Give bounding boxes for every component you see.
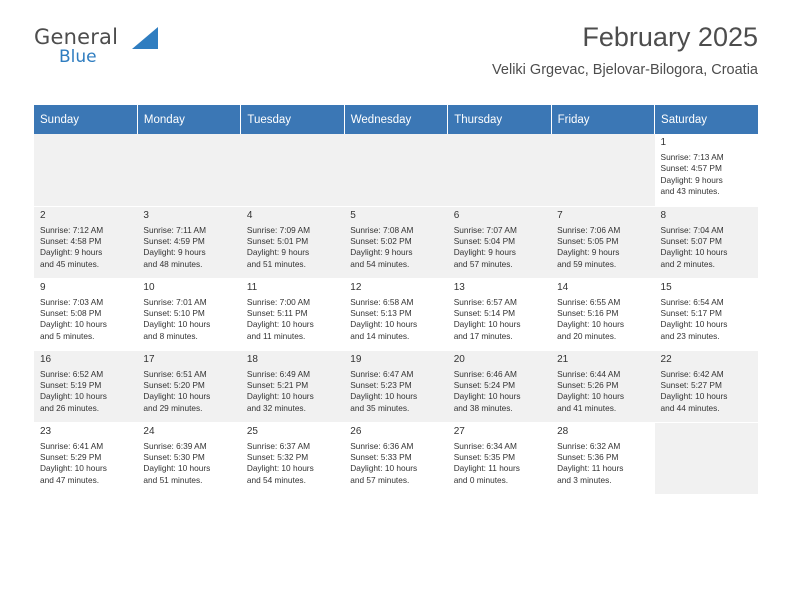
day-detail-line: Daylight: 10 hours: [453, 391, 521, 402]
calendar-day-cell: [344, 422, 447, 494]
calendar-day-cell: [241, 206, 344, 278]
calendar-cell-empty: [34, 134, 137, 206]
calendar-day-cell: [655, 278, 758, 350]
day-detail-line: Daylight: 9 hours: [350, 247, 413, 258]
calendar-table: [34, 105, 758, 495]
day-number: 16: [40, 353, 52, 365]
page-title: February 2025: [582, 22, 758, 52]
day-details: [557, 225, 649, 271]
day-detail-line: and 41 minutes.: [557, 402, 617, 413]
day-details: [557, 369, 649, 415]
day-detail-line: Daylight: 10 hours: [350, 463, 418, 474]
calendar-day-cell: [241, 350, 344, 422]
day-detail-line: Sunrise: 6:47 AM: [350, 368, 414, 379]
day-detail-line: Sunrise: 7:08 AM: [350, 224, 414, 235]
calendar-day-cell: [551, 278, 654, 350]
day-detail-line: Sunrise: 7:12 AM: [40, 224, 104, 235]
day-detail-line: Sunrise: 6:36 AM: [350, 440, 414, 451]
day-detail-line: and 26 minutes.: [40, 402, 100, 413]
day-detail-line: Daylight: 10 hours: [557, 319, 624, 330]
day-details: [143, 369, 235, 415]
logo-triangle-icon: [132, 27, 158, 49]
day-number: 3: [143, 209, 149, 221]
calendar-week-row: [34, 134, 758, 206]
day-details: [557, 441, 649, 487]
day-detail-line: Sunset: 5:30 PM: [143, 451, 205, 462]
day-number: 12: [350, 281, 362, 293]
calendar-day-cell: [137, 278, 240, 350]
logo-text-general: General: [34, 25, 119, 49]
day-details: [247, 225, 339, 271]
day-detail-line: Daylight: 10 hours: [143, 391, 211, 402]
day-detail-line: and 38 minutes.: [453, 402, 513, 413]
weekday-header-sunday: Sunday: [34, 105, 137, 134]
day-details: [350, 369, 442, 415]
day-detail-line: and 44 minutes.: [660, 402, 720, 413]
day-detail-line: and 5 minutes.: [40, 330, 95, 341]
day-detail-line: Daylight: 10 hours: [660, 247, 728, 258]
day-detail-line: Sunrise: 7:04 AM: [660, 224, 724, 235]
day-detail-line: Daylight: 10 hours: [40, 463, 107, 474]
day-detail-line: Sunset: 5:35 PM: [453, 451, 516, 462]
calendar-cell-empty: [655, 422, 758, 494]
day-detail-line: and 45 minutes.: [40, 258, 100, 269]
day-detail-line: Daylight: 9 hours: [557, 247, 620, 258]
day-detail-line: Sunrise: 7:09 AM: [246, 224, 311, 235]
day-detail-line: Sunset: 5:08 PM: [40, 307, 102, 318]
day-details: [40, 441, 132, 487]
calendar-day-cell: [344, 206, 447, 278]
day-number: 10: [143, 281, 155, 293]
day-detail-line: and 3 minutes.: [557, 474, 612, 485]
day-details: [454, 225, 546, 271]
day-detail-line: and 54 minutes.: [350, 258, 410, 269]
calendar-header-row: [34, 105, 758, 134]
day-details: [454, 369, 546, 415]
day-detail-line: and 47 minutes.: [40, 474, 100, 485]
day-detail-line: Sunset: 5:11 PM: [246, 307, 308, 318]
weekday-header-saturday: Saturday: [655, 105, 758, 134]
day-detail-line: Sunrise: 7:06 AM: [557, 224, 621, 235]
day-detail-line: Sunrise: 7:03 AM: [40, 296, 104, 307]
calendar-day-cell: [655, 134, 758, 206]
day-detail-line: Sunset: 5:19 PM: [40, 379, 102, 390]
day-detail-line: Sunset: 4:58 PM: [40, 235, 102, 246]
day-details: [40, 297, 132, 343]
day-detail-line: Sunset: 5:20 PM: [143, 379, 205, 390]
page-subtitle: Veliki Grgevac, Bjelovar-Bilogora, Croatia: [492, 62, 758, 78]
day-detail-line: Daylight: 10 hours: [350, 319, 418, 330]
calendar-day-cell: [655, 350, 758, 422]
day-detail-line: Sunset: 5:32 PM: [246, 451, 309, 462]
calendar-day-cell: [448, 278, 551, 350]
day-detail-line: Sunset: 5:36 PM: [557, 451, 619, 462]
day-detail-line: and 20 minutes.: [557, 330, 617, 341]
day-details: [247, 369, 339, 415]
day-detail-line: Sunrise: 6:54 AM: [660, 296, 724, 307]
day-detail-line: and 8 minutes.: [143, 330, 198, 341]
day-detail-line: Sunset: 5:05 PM: [557, 235, 619, 246]
day-number: 9: [40, 281, 46, 293]
day-details: [661, 369, 753, 415]
day-details: [557, 297, 649, 343]
day-details: [143, 225, 235, 271]
day-detail-line: Sunrise: 6:39 AM: [143, 440, 207, 451]
calendar-day-cell: [34, 278, 137, 350]
day-detail-line: Sunrise: 7:07 AM: [453, 224, 517, 235]
day-detail-line: and 57 minutes.: [350, 474, 410, 485]
weekday-header-tuesday: Tuesday: [241, 105, 344, 134]
calendar-week-row: [34, 278, 758, 350]
day-detail-line: Sunset: 5:21 PM: [246, 379, 309, 390]
day-detail-line: Daylight: 10 hours: [143, 319, 211, 330]
calendar-week-row: [34, 422, 758, 494]
day-detail-line: Sunrise: 7:11 AM: [143, 224, 206, 235]
calendar-cell-empty: [241, 134, 344, 206]
weekday-header-thursday: Thursday: [448, 105, 551, 134]
calendar-day-cell: [137, 206, 240, 278]
day-detail-line: Sunrise: 6:58 AM: [350, 296, 414, 307]
calendar-day-cell: [551, 350, 654, 422]
calendar-day-cell: [448, 350, 551, 422]
calendar-day-cell: [344, 278, 447, 350]
day-details: [661, 152, 753, 198]
day-detail-line: Sunrise: 6:46 AM: [453, 368, 517, 379]
day-details: [454, 297, 546, 343]
calendar-cell-empty: [137, 134, 240, 206]
calendar-week-row: [34, 350, 758, 422]
day-detail-line: Sunset: 4:57 PM: [660, 163, 722, 174]
day-detail-line: Sunset: 5:13 PM: [350, 307, 412, 318]
day-details: [143, 297, 235, 343]
day-detail-line: Daylight: 9 hours: [453, 247, 516, 258]
day-detail-line: Sunset: 5:10 PM: [143, 307, 205, 318]
weekday-header-monday: Monday: [137, 105, 240, 134]
day-number: 15: [660, 281, 672, 293]
day-detail-line: Sunset: 5:16 PM: [557, 307, 619, 318]
day-number: 4: [246, 209, 253, 221]
calendar-day-cell: [34, 206, 137, 278]
calendar-cell-empty: [551, 134, 654, 206]
day-detail-line: Sunrise: 6:57 AM: [453, 296, 517, 307]
day-detail-line: Sunset: 5:24 PM: [453, 379, 516, 390]
day-details: [143, 441, 235, 487]
calendar-day-cell: [448, 206, 551, 278]
day-detail-line: Sunset: 5:14 PM: [453, 307, 516, 318]
day-detail-line: Daylight: 9 hours: [246, 247, 310, 258]
weekday-header-friday: Friday: [551, 105, 654, 134]
day-detail-line: Daylight: 10 hours: [246, 319, 314, 330]
day-detail-line: Daylight: 10 hours: [246, 391, 314, 402]
day-detail-line: Sunrise: 6:41 AM: [40, 440, 104, 451]
day-detail-line: Sunset: 5:33 PM: [350, 451, 412, 462]
day-number: 23: [40, 425, 52, 437]
day-number: 13: [453, 281, 465, 293]
day-detail-line: Daylight: 10 hours: [40, 319, 107, 330]
day-detail-line: Sunset: 5:23 PM: [350, 379, 412, 390]
calendar-day-cell: [344, 350, 447, 422]
day-number: 14: [557, 281, 569, 293]
day-detail-line: and 54 minutes.: [246, 474, 306, 485]
day-detail-line: and 43 minutes.: [660, 186, 720, 197]
day-detail-line: Sunrise: 6:34 AM: [453, 440, 517, 451]
day-details: [247, 441, 339, 487]
day-detail-line: Daylight: 10 hours: [660, 319, 728, 330]
day-detail-line: and 51 minutes.: [143, 474, 203, 485]
logo-text-blue: Blue: [59, 47, 97, 67]
day-detail-line: Sunrise: 6:49 AM: [246, 368, 311, 379]
day-number: 8: [660, 209, 667, 221]
day-details: [350, 297, 442, 343]
day-details: [40, 369, 132, 415]
day-detail-line: Daylight: 9 hours: [660, 174, 723, 185]
day-number: 1: [660, 137, 667, 148]
day-detail-line: Sunset: 5:29 PM: [40, 451, 102, 462]
calendar-day-cell: [241, 278, 344, 350]
calendar-day-cell: [655, 206, 758, 278]
calendar-cell-empty: [448, 134, 551, 206]
day-detail-line: Sunset: 5:04 PM: [453, 235, 516, 246]
day-detail-line: and 11 minutes.: [246, 330, 306, 341]
day-detail-line: Sunrise: 6:37 AM: [246, 440, 311, 451]
day-number: 26: [350, 425, 362, 437]
day-detail-line: and 2 minutes.: [660, 258, 715, 269]
day-detail-line: Daylight: 10 hours: [557, 391, 624, 402]
day-detail-line: Sunrise: 6:52 AM: [40, 368, 104, 379]
day-detail-line: Sunset: 4:59 PM: [143, 235, 205, 246]
day-number: 11: [246, 281, 258, 293]
day-number: 20: [453, 353, 465, 365]
day-detail-line: Sunrise: 6:32 AM: [557, 440, 621, 451]
day-detail-line: Daylight: 9 hours: [40, 247, 103, 258]
day-number: 28: [557, 425, 569, 437]
day-number: 22: [660, 353, 672, 365]
day-detail-line: and 57 minutes.: [453, 258, 513, 269]
day-number: 24: [143, 425, 155, 437]
day-detail-line: Daylight: 10 hours: [40, 391, 107, 402]
day-number: 7: [557, 209, 563, 221]
day-detail-line: and 0 minutes.: [453, 474, 509, 485]
day-details: [661, 225, 753, 271]
day-detail-line: and 29 minutes.: [143, 402, 203, 413]
calendar-day-cell: [551, 422, 654, 494]
day-detail-line: Daylight: 10 hours: [453, 319, 521, 330]
day-detail-line: Sunset: 5:17 PM: [660, 307, 722, 318]
logo[interactable]: [34, 26, 224, 72]
day-details: [40, 225, 132, 271]
day-number: 2: [40, 209, 46, 221]
calendar-cell-empty: [344, 134, 447, 206]
day-detail-line: Sunset: 5:07 PM: [660, 235, 722, 246]
day-detail-line: Sunrise: 6:55 AM: [557, 296, 621, 307]
day-details: [350, 441, 442, 487]
day-detail-line: Daylight: 11 hours: [453, 463, 520, 474]
day-number: 17: [143, 353, 155, 365]
day-number: 6: [453, 209, 460, 221]
day-detail-line: and 35 minutes.: [350, 402, 410, 413]
day-number: 27: [453, 425, 465, 437]
calendar-day-cell: [137, 422, 240, 494]
day-number: 21: [557, 353, 569, 365]
day-detail-line: Sunrise: 6:51 AM: [143, 368, 207, 379]
day-detail-line: Sunrise: 7:00 AM: [246, 296, 311, 307]
calendar-day-cell: [551, 206, 654, 278]
day-detail-line: and 59 minutes.: [557, 258, 617, 269]
day-detail-line: Sunset: 5:02 PM: [350, 235, 412, 246]
day-detail-line: and 23 minutes.: [660, 330, 720, 341]
day-detail-line: Daylight: 10 hours: [350, 391, 418, 402]
day-detail-line: Sunrise: 7:01 AM: [143, 296, 207, 307]
day-detail-line: Daylight: 10 hours: [143, 463, 211, 474]
day-detail-line: Sunset: 5:01 PM: [246, 235, 309, 246]
day-detail-line: Sunrise: 6:44 AM: [557, 368, 621, 379]
day-number: 5: [350, 209, 356, 221]
day-detail-line: Sunset: 5:26 PM: [557, 379, 619, 390]
calendar-day-cell: [34, 422, 137, 494]
day-detail-line: Daylight: 11 hours: [557, 463, 624, 474]
day-number: 19: [350, 353, 362, 365]
day-details: [350, 225, 442, 271]
day-detail-line: Daylight: 10 hours: [246, 463, 314, 474]
calendar-day-cell: [34, 350, 137, 422]
calendar-body: [34, 134, 758, 494]
calendar-day-cell: [241, 422, 344, 494]
day-detail-line: and 48 minutes.: [143, 258, 203, 269]
day-detail-line: Daylight: 9 hours: [143, 247, 206, 258]
calendar-day-cell: [137, 350, 240, 422]
day-details: [661, 297, 753, 343]
day-detail-line: and 32 minutes.: [246, 402, 306, 413]
day-detail-line: and 17 minutes.: [453, 330, 513, 341]
day-detail-line: Sunrise: 7:13 AM: [660, 152, 724, 162]
day-number: 18: [246, 353, 258, 365]
weekday-header-wednesday: Wednesday: [344, 105, 447, 134]
day-details: [454, 441, 546, 487]
day-detail-line: and 51 minutes.: [246, 258, 306, 269]
day-detail-line: Sunrise: 6:42 AM: [660, 368, 724, 379]
day-detail-line: and 14 minutes.: [350, 330, 410, 341]
calendar-day-cell: [448, 422, 551, 494]
day-detail-line: Daylight: 10 hours: [660, 391, 728, 402]
day-detail-line: Sunset: 5:27 PM: [660, 379, 722, 390]
day-details: [247, 297, 339, 343]
page-header: [34, 0, 758, 78]
day-number: 25: [246, 425, 258, 437]
calendar-week-row: [34, 206, 758, 278]
